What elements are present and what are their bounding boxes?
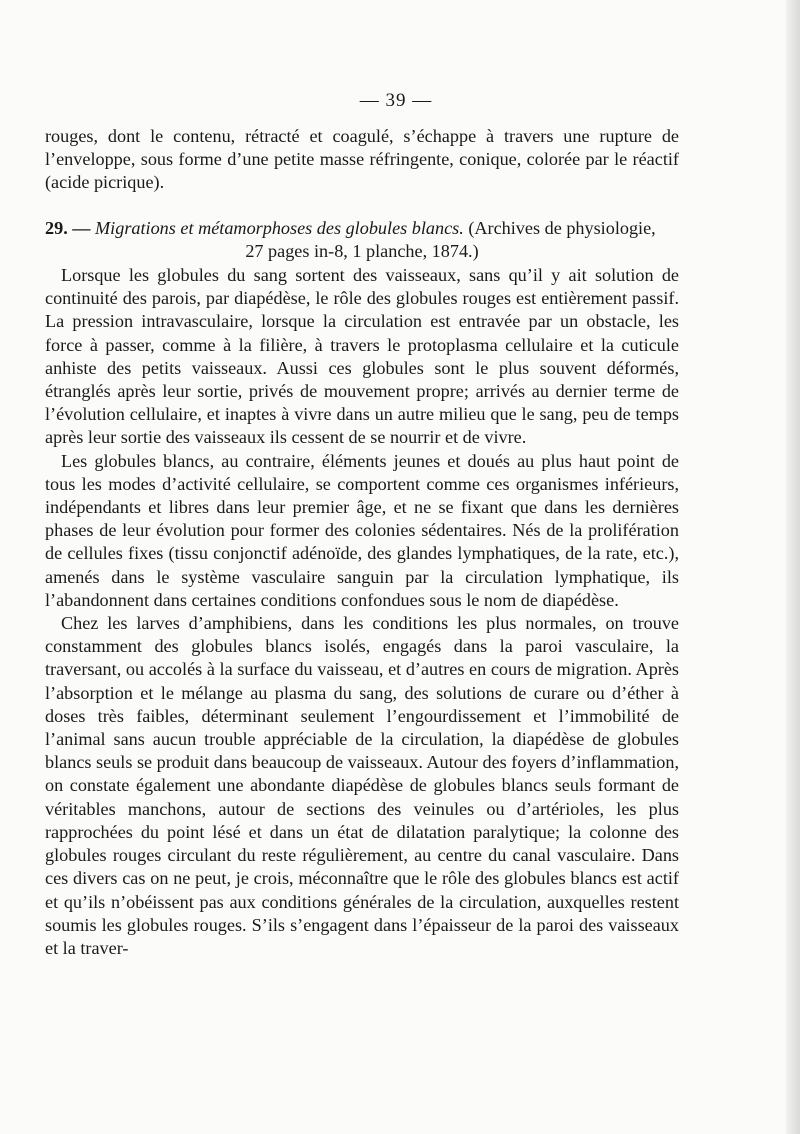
section-heading — [45, 217, 679, 240]
page-edge — [786, 0, 800, 1134]
continued-paragraph: rouges, dont le contenu, rétracté et coagulé, s’échappe à travers une rupture de l’enveloppe, sous forme d’une petite masse réfringente, conique, colorée par le réactif (acide picrique). — [45, 126, 679, 193]
page-number: — 39 — — [359, 90, 433, 111]
section-title: Migrations et métamorphoses des globules blancs. — [95, 217, 464, 238]
body-paragraph: Chez les larves d’amphibiens, dans les conditions les plus normales, on trouve constamment des globules blancs isolés, engagés dans la paroi vasculaire, la traversant, ou accolés à la surface du vaisseau, et d’autres en cours de migration. Après l’absorption et le mélange au plasma du sang, des solutions de curare ou d’éther à doses très faibles, déterminant seulement l’engourdissement et l’immobilité de l’animal sans aucun trouble appréciable de la circulation, la diapédèse de globules blancs seuls se produit dans beaucoup de vaisseaux. Autour des foyers d’inflammation, on constate également une abondante diapédèse de globules blancs seuls formant de véritables manchons, autour de sections des veinules ou d’artérioles, les plus rapprochées du point lésé et dans un état de dilatation paralytique; la colonne des globules rouges circulant du reste régulièrement, au centre du canal vasculaire. Dans ces divers cas on ne peut, je crois, méconnaître que le rôle des globules blancs est actif et qu’ils n’obéissent pas aux conditions générales de la circulation, auxquelles restent soumis les globules rouges. S’ils s’engagent dans l’épaisseur de la paroi des vaisseaux et la traver- — [45, 613, 679, 958]
section-source: (Archives de physiologie, — [468, 217, 656, 238]
document-page — [45, 88, 679, 960]
section-number: 29. — — [45, 217, 91, 238]
body-paragraph: Lorsque les globules du sang sortent des vaisseaux, sans qu’il y ait solution de continuité des parois, par diapédèse, le rôle des globules rouges est entièrement passif. La pression intravasculaire, lorsque la circulation est entravée par un obstacle, les force à passer, comme à la filière, à travers le protoplasma cellulaire et la cuticule anhiste des petits vaisseaux. Aussi ces globules sont le plus souvent déformés, étranglés après leur sortie, privés de mouvement propre; arrivés au dernier terme de l’évolution cellulaire, et inaptes à vivre dans un autre milieu que le sang, peu de temps après leur sortie des vaisseaux ils cessent de se nourrir et de vivre. — [45, 265, 679, 448]
section-reference: 27 pages in-8, 1 planche, 1874.) — [245, 240, 479, 261]
body-paragraph: Les globules blancs, au contraire, éléments jeunes et doués au plus haut point de tous les modes d’activité cellulaire, se comportent comme ces organismes inférieurs, indépendants et libres dans leur premier âge, et ne se fixant que dans les dernières phases de leur évolution pour former des colonies sédentaires. Nés de la prolifération de cellules fixes (tissu conjonctif adénoïde, des glandes lymphatiques, de la rate, etc.), amenés dans le système vasculaire sanguin par la circulation lymphatique, ils l’abandonnent dans certaines conditions confondues sous le nom de diapédèse. — [45, 450, 679, 610]
